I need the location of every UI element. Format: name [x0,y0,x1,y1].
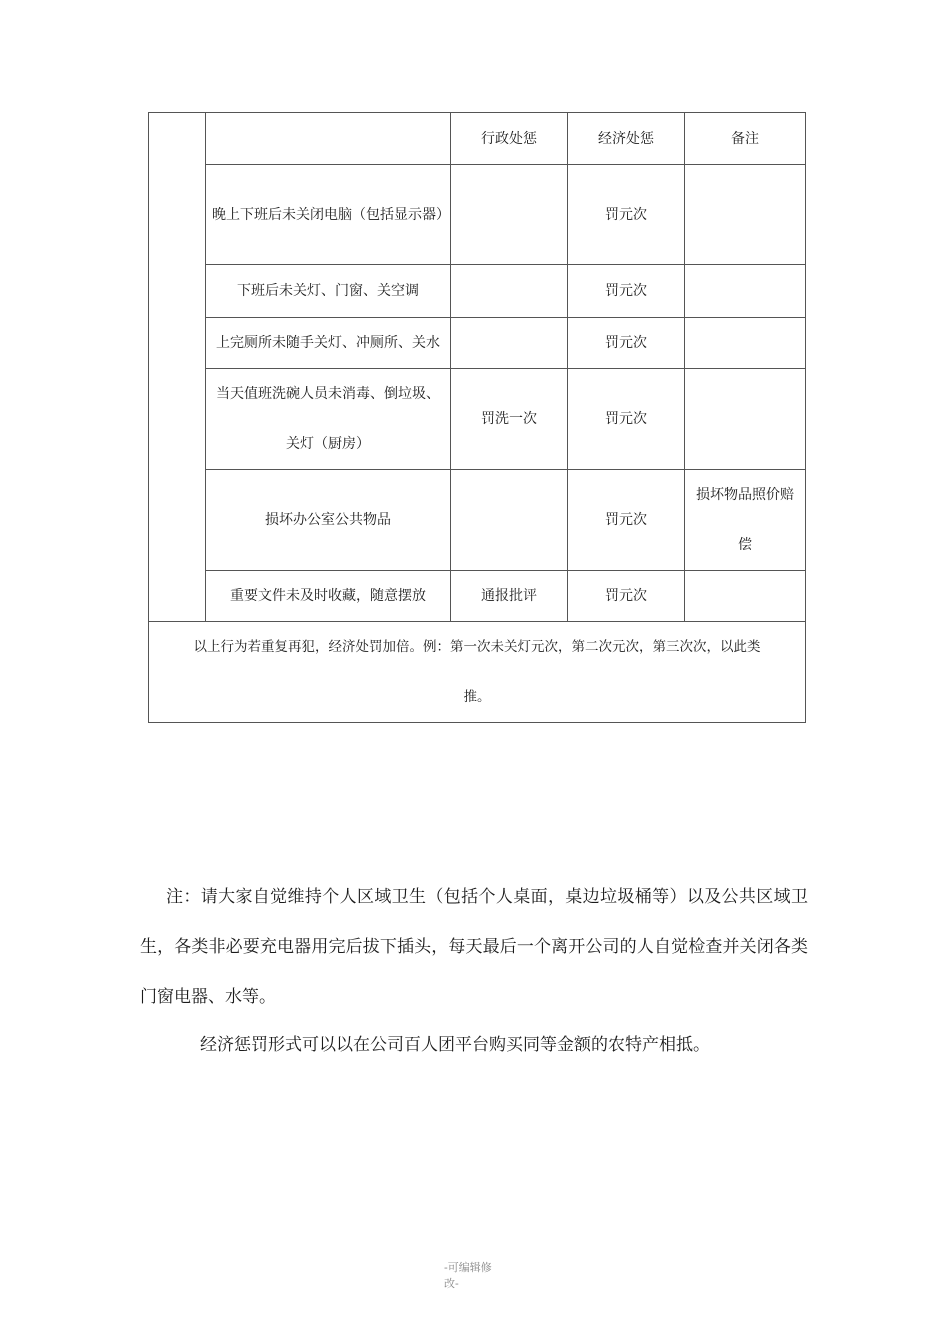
row-item: 重要文件未及时收藏，随意摆放 [206,571,451,622]
row-note [685,265,806,318]
table-row [149,165,806,265]
row-item: 当天值班洗碗人员未消毒、倒垃圾、关灯（厨房） [206,369,451,470]
table-row [149,369,806,470]
row-note [685,369,806,470]
editable-footer-mark: -可编辑修改- [444,1261,492,1290]
row-item: 损坏办公室公共物品 [206,470,451,571]
row-econ: 罚元次 [568,369,685,470]
row-note [685,571,806,622]
table-footer-row [149,622,806,723]
table-row [149,318,806,369]
row-admin [451,470,568,571]
header-admin-penalty: 行政处惩 [451,113,568,165]
row-econ: 罚元次 [568,265,685,318]
note-paragraph-2: 经济惩罚形式可以以在公司百人团平台购买同等金额的农特产相抵。 [200,1035,710,1055]
table-row [149,470,806,571]
row-note: 损坏物品照价赔偿 [685,470,806,571]
row-item: 下班后未关灯、门窗、关空调 [206,265,451,318]
row-note [685,165,806,265]
penalty-table [148,112,806,723]
row-note [685,318,806,369]
header-econ-penalty: 经济处惩 [568,113,685,165]
table-lead-cell [149,113,206,622]
row-admin [451,265,568,318]
row-econ: 罚元次 [568,165,685,265]
row-admin [451,318,568,369]
row-econ: 罚元次 [568,318,685,369]
row-admin: 通报批评 [451,571,568,622]
table-row [149,571,806,622]
row-item: 晚上下班后未关闭电脑（包括显示器） [206,165,451,265]
header-item [206,113,451,165]
note-paragraph-1: 注：请大家自觉维持个人区域卫生（包括个人桌面，桌边垃圾桶等）以及公共区域卫生，各类非必要充电器用完后拔下插头，每天最后一个离开公司的人自觉检查并关闭各类门窗电器、水等。 [140,887,808,1007]
header-remarks: 备注 [685,113,806,165]
row-econ: 罚元次 [568,571,685,622]
table-footer-note: 以上行为若重复再犯，经济处罚加倍。例：第一次未关灯元次，第二次元次，第三次次，以此类推。 [149,622,806,723]
table-row [149,265,806,318]
row-admin: 罚洗一次 [451,369,568,470]
row-econ: 罚元次 [568,470,685,571]
table-header-row [149,113,806,165]
row-item: 上完厕所未随手关灯、冲厕所、关水 [206,318,451,369]
row-admin [451,165,568,265]
